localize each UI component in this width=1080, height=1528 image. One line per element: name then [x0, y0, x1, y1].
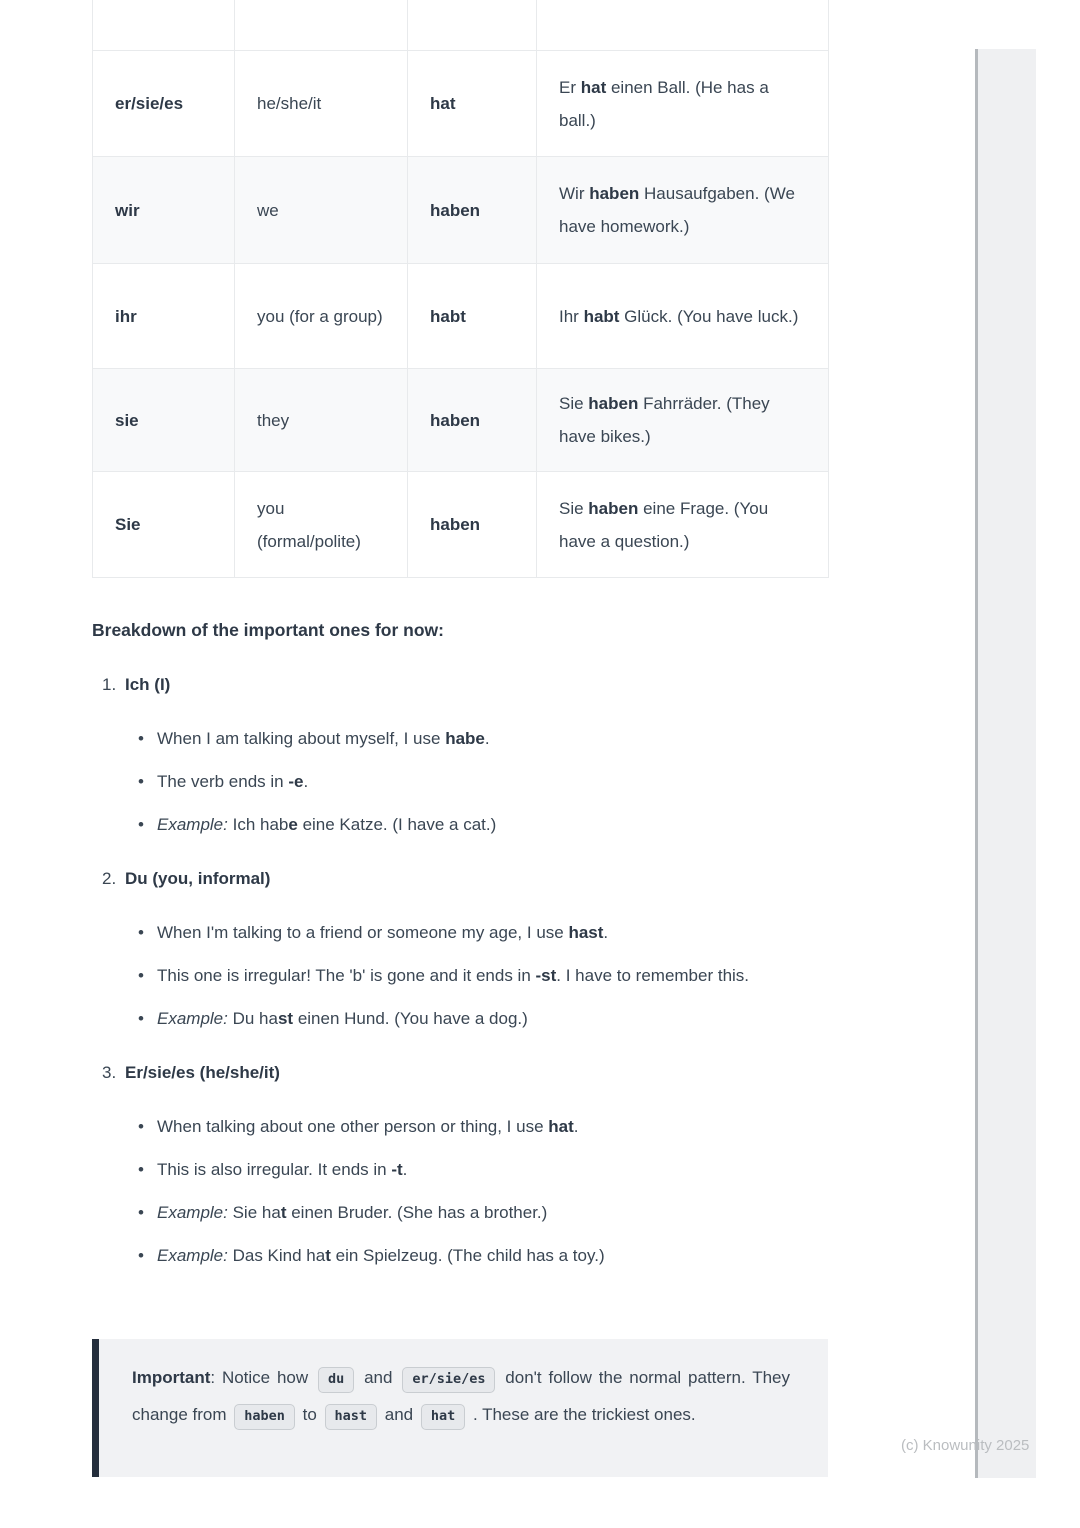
example-cell: Wir haben Hausaufgaben. (We have homework.) [537, 157, 829, 264]
bullet-list [92, 917, 828, 1035]
list-number: 1. [102, 675, 117, 694]
example-cell: Er hat einen Ball. (He has a ball.) [537, 51, 829, 157]
clipped-table-row [93, 0, 829, 51]
english-cell: we [235, 157, 408, 264]
clipped-cell [235, 0, 408, 51]
bullet-item: • This is also irregular. It ends in -t. [92, 1154, 828, 1186]
clipped-cell [93, 0, 235, 51]
breakdown-list [92, 669, 828, 1294]
right-side-panel [975, 49, 1036, 1478]
bullet-item: • The verb ends in -e. [92, 766, 828, 798]
table-row [93, 472, 829, 578]
bullet-item: • Example: Sie hat einen Bruder. (She has a brother.) [92, 1197, 828, 1229]
bullet-item: • Example: Ich habe eine Katze. (I have a cat.) [92, 809, 828, 841]
breakdown-item-title [92, 863, 828, 895]
conjugation-table-body [93, 0, 829, 578]
verb-cell: haben [408, 157, 537, 264]
english-cell: you (for a group) [235, 264, 408, 369]
breakdown-item-title [92, 669, 828, 701]
verb-cell: haben [408, 369, 537, 472]
table-row [93, 369, 829, 472]
pronoun-cell: wir [93, 157, 235, 264]
english-cell: they [235, 369, 408, 472]
verb-cell: habt [408, 264, 537, 369]
breakdown-heading: Breakdown of the important ones for now: [92, 620, 444, 640]
breakdown-item [92, 863, 828, 1035]
table-row [93, 264, 829, 369]
list-number: 3. [102, 1063, 117, 1082]
breakdown-item-label: Er/sie/es (he/she/it) [125, 1063, 280, 1082]
english-cell: he/she/it [235, 51, 408, 157]
breakdown-item [92, 1057, 828, 1272]
pronoun-cell: Sie [93, 472, 235, 578]
table-row [93, 157, 829, 264]
conjugation-table [92, 0, 829, 578]
pronoun-cell: ihr [93, 264, 235, 369]
watermark: (c) Knowunity 2025 [901, 1437, 1030, 1454]
bullet-list [92, 723, 828, 841]
bullet-list [92, 1111, 828, 1272]
bullet-item: • This one is irregular! The 'b' is gone and it ends in -st. I have to remember this. [92, 960, 828, 992]
breakdown-item-label: Du (you, informal) [125, 869, 271, 888]
table-row [93, 51, 829, 157]
pronoun-cell: sie [93, 369, 235, 472]
inline-code: hat [421, 1404, 465, 1430]
verb-cell: hat [408, 51, 537, 157]
pronoun-cell: er/sie/es [93, 51, 235, 157]
breakdown-item [92, 669, 828, 841]
example-cell: Sie haben Fahrräder. (They have bikes.) [537, 369, 829, 472]
inline-code: du [318, 1367, 354, 1393]
verb-cell: haben [408, 472, 537, 578]
example-cell: Sie haben eine Frage. (You have a question.) [537, 472, 829, 578]
example-cell: Ihr habt Glück. (You have luck.) [537, 264, 829, 369]
important-callout [92, 1339, 828, 1477]
clipped-cell [537, 0, 829, 51]
bullet-item: • When I am talking about myself, I use habe. [92, 723, 828, 755]
list-number: 2. [102, 869, 117, 888]
callout-text: Important: Notice how du and er/sie/es don't follow the normal pattern. They change from haben to hast and hat . These are the trickiest ones. [132, 1359, 790, 1433]
inline-code: er/sie/es [402, 1367, 495, 1393]
bullet-item: • Example: Du hast einen Hund. (You have a dog.) [92, 1003, 828, 1035]
bullet-item: • When talking about one other person or thing, I use hat. [92, 1111, 828, 1143]
clipped-cell [408, 0, 537, 51]
inline-code: hast [325, 1404, 378, 1430]
breakdown-item-title [92, 1057, 828, 1089]
breakdown-item-label: Ich (I) [125, 675, 171, 694]
inline-code: haben [234, 1404, 295, 1430]
bullet-item: • Example: Das Kind hat ein Spielzeug. (The child has a toy.) [92, 1240, 828, 1272]
bullet-item: • When I'm talking to a friend or someone my age, I use hast. [92, 917, 828, 949]
english-cell: you (formal/polite) [235, 472, 408, 578]
